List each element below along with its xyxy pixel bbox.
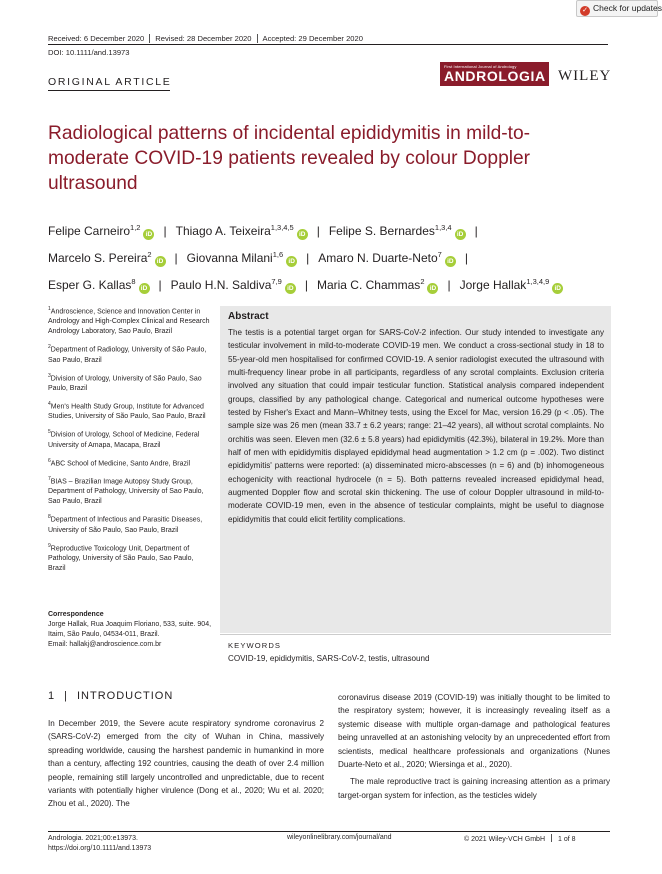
- section-separator: |: [64, 690, 68, 702]
- keywords-text: COVID-19, epididymitis, SARS-CoV-2, testis, ultrasound: [228, 654, 430, 663]
- affiliation-text: BIAS – Brazilian Image Autopsy Study Group, Department of Pathology, University of Sao Paulo, Sao Paulo, Brazil: [48, 478, 204, 506]
- orcid-icon[interactable]: iD: [427, 283, 438, 294]
- affiliation-item: [48, 399, 212, 422]
- orcid-icon[interactable]: iD: [285, 283, 296, 294]
- check-for-updates-button[interactable]: [576, 0, 662, 17]
- author-separator: |: [163, 224, 167, 238]
- affiliation-text: ABC School of Medicine, Santo Andre, Brazil: [50, 459, 191, 467]
- affiliation-number: 4: [48, 400, 51, 407]
- author-name: Maria C. Chammas: [316, 278, 421, 292]
- orcid-icon[interactable]: iD: [286, 256, 297, 267]
- article-title: Radiological patterns of incidental epididymitis in mild-to-moderate COVID-19 patients revealed by colour Doppler ultrasound: [48, 123, 531, 194]
- body-column-left: [48, 717, 324, 811]
- correspondence-email[interactable]: Email: hallakj@androscience.com.br: [48, 641, 162, 648]
- author-affiliation: 2: [147, 250, 152, 259]
- date-separator: [149, 34, 150, 43]
- author-affiliation: 7,9: [271, 277, 282, 286]
- affiliation-text: Department of Infectious and Parasitic Diseases, University of São Paulo, Sao Paulo, Brazil: [48, 516, 203, 534]
- affiliation-item: [48, 456, 212, 469]
- author[interactable]: [48, 251, 166, 265]
- correspondence-address: Jorge Hallak, Rua Joaquim Floriano, 533, suite. 904, Itaim, São Paulo, 04534-011, Brazil.: [48, 621, 212, 638]
- footer-doi-link[interactable]: https://doi.org/10.1111/and.13973: [48, 845, 152, 852]
- author-name: Amaro N. Duarte-Neto: [318, 251, 438, 265]
- affiliation-item: [48, 512, 212, 535]
- footer-right: [464, 834, 576, 843]
- footer-citation: Andrologia. 2021;00:e13973.: [48, 835, 138, 842]
- affiliation-text: Men's Health Study Group, Institute for Advanced Studies, University of São Paulo, Sao Paulo, Brazil: [48, 403, 206, 421]
- abstract-text: The testis is a potential target organ for SARS-CoV-2 infection. Our study intended to investigate any testicular involvement in mild-to-moderate COVID-19 men. We conduct a cross-sectional study in 18 to 55-year-old men hospitalised for confirmed COVID-19. A senior radiologist executed the ultrasound with multi-frequency linear probe in all participants, regardless of any scrotal complaints. Exclusion criteria involved any situation that could impair testicular function. Statistical analysis compared independent groups, classified by any pathological change. Categorical and numerical outcome hypotheses were tested by Fisher's Exact and Mann–Whitney tests, using the Excel for Mac, version 16.29 (p < .05). The sample size was 26 men (mean 33.7 ± 6.2 years; range: 21–42 years), all without scrotal complaints. No orchitis was seen. Eleven men (32.6 ± 5.8 years) had epididymitis (42.3%), bilateral in 19.2%. More than half of men with epididymitis displayed epididymal head augmentation > 1.2 cm (p = .002). Two distinct epididymitis' patterns were reported: (a) disseminated micro-abscesses (n = 6) and (b) inhomogeneous echogenicity with reactional hydrocele (n = 5). Both patterns revealed increased epididymal head, augmented Doppler flow and scrotal skin thickening. The use of colour Doppler ultrasound in mild-to-moderate COVID-19 men, even in the absence of testicular complaints, might be useful to diagnose epididymitis that could elicit fertility complications.: [228, 328, 604, 524]
- section-number: 1: [48, 690, 56, 702]
- affiliation-item: [48, 371, 212, 394]
- author[interactable]: [460, 278, 564, 292]
- article-type-underline: [48, 90, 170, 91]
- journal-logo-name: ANDROLOGIA: [444, 68, 546, 84]
- author-separator: |: [304, 278, 308, 292]
- keywords-heading: KEYWORDS: [228, 641, 282, 650]
- affiliation-text: Department of Radiology, University of São Paulo, Sao Paulo, Brazil: [48, 346, 207, 364]
- affiliation-number: 8: [48, 514, 51, 521]
- correspondence: [48, 610, 212, 650]
- footer-page-number: 1 of 8: [558, 836, 576, 843]
- author[interactable]: [48, 224, 154, 238]
- affiliation-text: Androscience, Science and Innovation Center in Andrology and High-Complex Clinical and Research Andrology Laboratory, Sao Paulo, Brazil: [48, 308, 210, 336]
- abstract-heading: Abstract: [228, 311, 269, 322]
- affiliation-item: [48, 304, 212, 337]
- author-affiliation: 1,2: [130, 223, 141, 232]
- header-divider: [48, 44, 608, 45]
- footer-divider: [48, 831, 610, 832]
- orcid-icon[interactable]: iD: [155, 256, 166, 267]
- author-separator: |: [447, 278, 451, 292]
- affiliation-number: 5: [48, 429, 51, 436]
- journal-logo-kicker: First International Journal of Andrology: [444, 64, 517, 69]
- author-separator: |: [474, 224, 478, 238]
- affiliations: [48, 304, 212, 579]
- body-paragraph: coronavirus disease 2019 (COVID-19) was initially thought to be limited to the respiratory system; however, it is increasingly revealing itself as a systemic disease with multiple organ-damage and pathological features being unravelled at an astonishing velocity by an unprecedented effort from scientists, medical healthcare professionals and organizations (Nunes Duarte-Neto et al., 2020; Wiersinga et al., 2020).: [338, 693, 610, 770]
- footer-website-link[interactable]: wileyonlinelibrary.com/journal/and: [287, 834, 392, 841]
- author[interactable]: [329, 224, 466, 238]
- author-affiliation: 2: [420, 277, 425, 286]
- affiliation-item: [48, 342, 212, 365]
- affiliation-number: 7: [48, 475, 51, 482]
- author-affiliation: 1,3,4: [434, 223, 452, 232]
- author[interactable]: [187, 251, 297, 265]
- abstract-box: [220, 306, 611, 633]
- orcid-icon[interactable]: iD: [143, 229, 154, 240]
- author-affiliation: 1,3,4,5: [270, 223, 294, 232]
- footer-copyright: © 2021 Wiley-VCH GmbH: [464, 836, 546, 843]
- author-affiliation: 7: [437, 250, 442, 259]
- affiliation-text: Division of Urology, School of Medicine, Federal University of Amapa, Macapa, Brazil: [48, 431, 200, 449]
- affiliation-text: Division of Urology, University of São Paulo, Sao Paulo, Brazil: [48, 374, 202, 392]
- article-dates: [48, 34, 363, 43]
- footer-citation-block: [48, 834, 151, 854]
- author-separator: |: [158, 278, 162, 292]
- author-affiliation: 8: [131, 277, 136, 286]
- author-name: Thiago A. Teixeira: [175, 224, 271, 238]
- author-affiliation: 1,3,4,9: [526, 277, 550, 286]
- keywords-divider: [220, 634, 611, 635]
- author-affiliation: 1,6: [272, 250, 284, 259]
- author-separator: |: [174, 251, 178, 265]
- orcid-icon[interactable]: iD: [445, 256, 456, 267]
- footer-separator: [551, 834, 552, 842]
- author-name: Felipe Carneiro: [48, 224, 131, 238]
- body-paragraph: In December 2019, the Severe acute respiratory syndrome coronavirus 2 (SARS-CoV-2) emerged from the city of Wuhan in China, massively spreading worldwide, causing the harshest pandemic in humankind in more than a century, affecting 192 countries, causing the death of over 2.4 million people, remaining still largely uncontrolled and unpredictable, due to recent variants with potentially higher virulence (Dong et al., 2020; Wu et al. 2020; Zhou et al., 2020). The: [48, 719, 324, 809]
- affiliation-number: 1: [48, 306, 51, 312]
- affiliation-number: 3: [48, 372, 51, 379]
- affiliation-number: 9: [48, 542, 51, 549]
- author-name: Marcelo S. Pereira: [48, 251, 148, 265]
- author-separator: |: [306, 251, 310, 265]
- section-title: INTRODUCTION: [76, 690, 174, 702]
- affiliation-item: [48, 427, 212, 450]
- orcid-icon[interactable]: iD: [455, 229, 466, 240]
- author-name: Esper G. Kallas: [48, 278, 132, 292]
- author[interactable]: [176, 224, 308, 238]
- author-separator: |: [316, 224, 320, 238]
- accepted-date: Accepted: 29 December 2020: [262, 34, 363, 43]
- author-name: Paulo H.N. Saldiva: [170, 278, 272, 292]
- author[interactable]: [317, 278, 439, 292]
- article-doi: DOI: 10.1111/and.13973: [48, 48, 130, 57]
- body-paragraph: The male reproductive tract is gaining increasing attention as a primary target-organ system for infection, as the testicles widely: [338, 777, 610, 800]
- check-for-updates-label: Check for updates: [593, 3, 662, 13]
- body-column-right: [338, 691, 610, 802]
- orcid-icon[interactable]: iD: [297, 229, 308, 240]
- crossmark-icon: ✓: [580, 6, 590, 16]
- author-name: Jorge Hallak: [459, 278, 527, 292]
- affiliation-number: 2: [48, 344, 51, 351]
- article-type: ORIGINAL ARTICLE: [48, 76, 172, 88]
- affiliation-number: 6: [48, 457, 51, 464]
- received-date: Received: 6 December 2020: [48, 34, 145, 43]
- author-list: [48, 216, 618, 297]
- author-separator: |: [464, 251, 468, 265]
- author-name: Felipe S. Bernardes: [328, 224, 435, 238]
- correspondence-heading: Correspondence: [48, 611, 104, 618]
- affiliation-item: [48, 474, 212, 507]
- publisher-logo: WILEY: [558, 68, 612, 84]
- journal-logo: [440, 62, 549, 86]
- author[interactable]: [48, 278, 150, 292]
- orcid-icon[interactable]: iD: [139, 283, 150, 294]
- date-separator: [257, 34, 258, 43]
- author-name: Giovanna Milani: [186, 251, 273, 265]
- author[interactable]: [171, 278, 296, 292]
- affiliation-text: Reproductive Toxicology Unit, Department of Pathology, University of São Paulo, Sao Paulo, Brazil: [48, 544, 194, 572]
- author[interactable]: [318, 251, 456, 265]
- affiliation-item: [48, 541, 212, 574]
- orcid-icon[interactable]: iD: [552, 283, 563, 294]
- revised-date: Revised: 28 December 2020: [155, 34, 252, 43]
- section-heading-introduction: [48, 690, 173, 702]
